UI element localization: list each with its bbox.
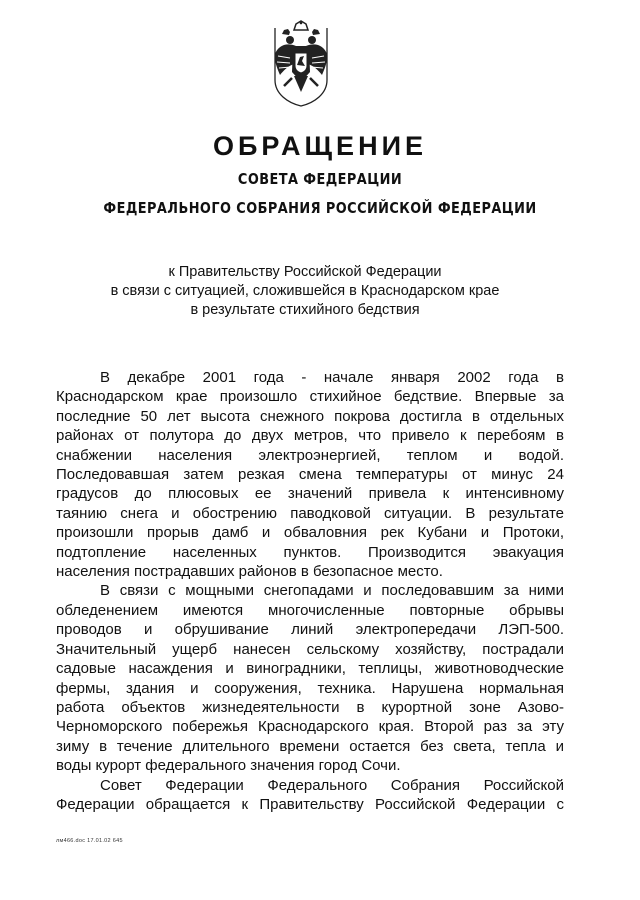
body-line: последние 50 лет высота снежного покрова достигла в отдельных xyxy=(56,407,564,425)
body-line: районах от полутора до двух метров, что привело к перебоям в xyxy=(56,427,564,445)
body-line: Черноморского побережья Краснодарского края. Второй раз за эту xyxy=(56,718,564,736)
body-line: садовые насаждения и виноградники, теплицы, животноводческие xyxy=(56,660,564,678)
body-line: Значительный ущерб нанесен сельскому хозяйству, пострадали xyxy=(56,640,564,658)
issuer-line-1: СОВЕТА ФЕДЕРАЦИИ xyxy=(237,170,403,188)
body-line: работа объектов жизнедеятельности в курортной зоне Азово- xyxy=(56,698,564,716)
russian-coat-of-arms-icon xyxy=(272,20,330,108)
body-line: произошли прорыв дамб и обваловния рек Кубани и Протоки, xyxy=(56,524,564,542)
body-line: Федерации обращается к Правительству Российской Федерации с xyxy=(56,795,564,813)
body-line: снабжении населения электроэнергией, теплом и водой. xyxy=(56,446,564,464)
subject-line: в связи с ситуацией, сложившейся в Краснодарском крае xyxy=(110,283,500,299)
document-title: ОБРАЩЕНИЕ xyxy=(213,131,427,161)
body-line: Совет Федерации Федерального Собрания Российской xyxy=(100,776,564,794)
file-reference: лм466.doc 17.01.02 645 xyxy=(56,838,123,844)
body-line: таянию снега и обострению паводковой ситуации. В результате xyxy=(56,504,564,522)
issuer-line-2: ФЕДЕРАЛЬНОГО СОБРАНИЯ РОССИЙСКОЙ ФЕДЕРАЦИИ xyxy=(103,199,537,217)
body-line: Последовавшая затем резкая смена температуры от минус 24 xyxy=(56,466,564,484)
body-line: В связи с мощными снегопадами и последовавшим за ними xyxy=(100,582,564,600)
body-line: воды курорт федерального значения город Сочи. xyxy=(56,757,401,775)
addressee-block xyxy=(0,263,610,320)
body-line: Краснодарском крае произошло стихийное бедствие. Впервые за xyxy=(56,388,564,406)
body-line: проводов и обрушивание линий электропередачи ЛЭП-500. xyxy=(56,621,564,639)
subject-line: в результате стихийного бедствия xyxy=(190,302,420,318)
body-line: обледенением имеются многочисленные повторные обрывы xyxy=(56,601,564,619)
body-line: фермы, здания и сооружения, техника. Нарушена нормальная xyxy=(56,679,564,697)
body-line: В декабре 2001 года - начале января 2002 года в xyxy=(100,369,564,386)
body-line: населения пострадавших районов в безопасное место. xyxy=(56,563,443,581)
body-line: зиму в течение длительного времени остается без света, тепла и xyxy=(56,737,564,755)
body-line: градусов до плюсовых ее значений привела к интенсивному xyxy=(56,485,564,503)
addressee-line: к Правительству Российской Федерации xyxy=(168,264,442,280)
document-body xyxy=(56,368,564,814)
body-line: подтопление населенных пунктов. Производится эвакуация xyxy=(56,543,564,561)
